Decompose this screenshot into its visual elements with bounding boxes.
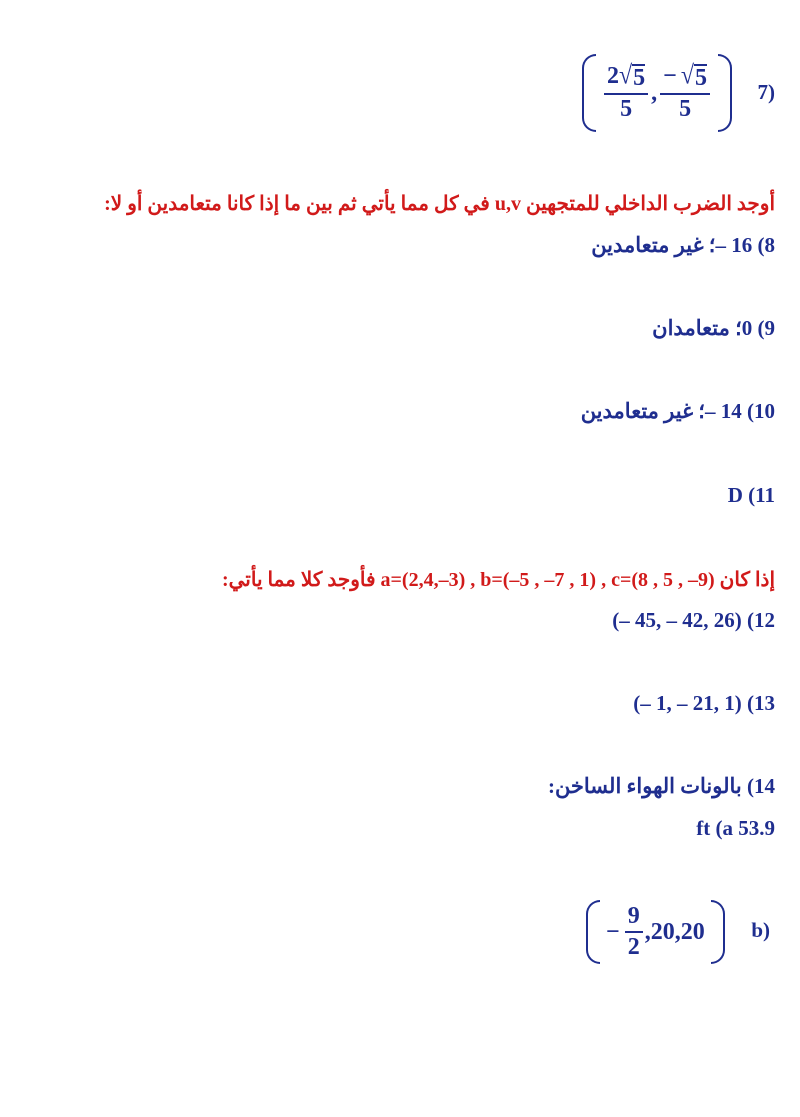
q7-label: (7 — [757, 80, 775, 104]
q7-expression: 2 √ 5 5 , − √ 5 5 — [582, 54, 732, 132]
q14b-label: (b — [751, 918, 770, 942]
answer-14a: 53.9 ft (a — [696, 816, 775, 840]
left-paren — [582, 54, 596, 132]
answer-13: 13) (1 ,21 – ,1 –) — [633, 691, 775, 715]
answer-12: 12) (26 ,42 – ,45 –) — [612, 608, 775, 632]
left-paren — [586, 900, 600, 964]
answer-11: D (11 — [727, 483, 775, 507]
instruction-dot-product: أوجد الضرب الداخلي للمتجهين u,v في كل مما يأتي ثم بين ما إذا كانا متعامدين أو لا: — [104, 193, 775, 215]
fraction-1: 2 √ 5 5 — [604, 64, 648, 121]
question-14-title: 14) بالونات الهواء الساخن: — [547, 774, 775, 798]
right-paren — [711, 900, 725, 964]
q14b-expression: − $\frac{9}{2}$ ,20,20 — [586, 900, 725, 964]
answer-10: 10) 14 –؛ غير متعامدين — [580, 399, 775, 423]
right-paren — [718, 54, 732, 132]
fraction-9-over-2: $\frac{9}{2}$ — [625, 904, 643, 959]
answer-9: 9) 0؛ متعامدان — [652, 316, 775, 340]
instruction-vectors: إذا كان a=(2,4,–3) , b=(–5 , –7 , 1) , c=(8 , 5 , –9) فأوجد كلا مما يأتي: — [221, 569, 775, 591]
answer-8: 8) 16 –؛ غير متعامدين — [591, 233, 775, 257]
fraction-2: − √ 5 5 — [660, 64, 710, 121]
